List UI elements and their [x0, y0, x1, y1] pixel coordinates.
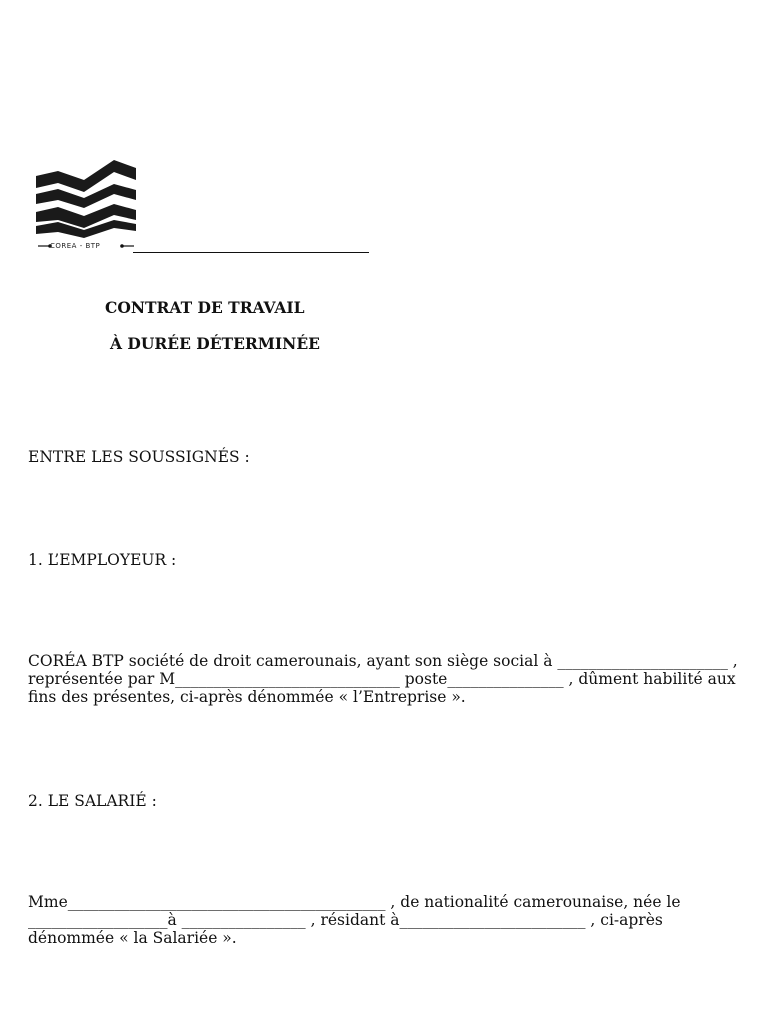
parties-heading: ENTRE LES SOUSSIGNÉS : [28, 448, 250, 466]
logo-caption: COREA - BTP [50, 242, 101, 250]
employee-paragraph: Mme_________________________________________ , de nationalité camerounaise, née le __________________à ________________ , résidant à________________________ , ci-après dénommée « la Salariée ». [28, 893, 681, 947]
employer-paragraph: CORÉA BTP société de droit camerounais, ayant son siège social à ______________________ , représentée par M_____________________________ poste_______________ , dûment habilité aux fins des présentes, ci-après dénommée « l’Entreprise ». [28, 652, 738, 706]
employer-heading: 1. L’EMPLOYEUR : [28, 551, 177, 569]
contract-title-line2: À DURÉE DÉTERMINÉE [110, 334, 320, 353]
employee-heading: 2. LE SALARIÉ : [28, 792, 157, 810]
contract-title-line1: CONTRAT DE TRAVAIL [105, 298, 305, 317]
company-logo [36, 158, 140, 254]
header-rule [133, 252, 369, 253]
logo-stripes-icon [36, 158, 140, 240]
